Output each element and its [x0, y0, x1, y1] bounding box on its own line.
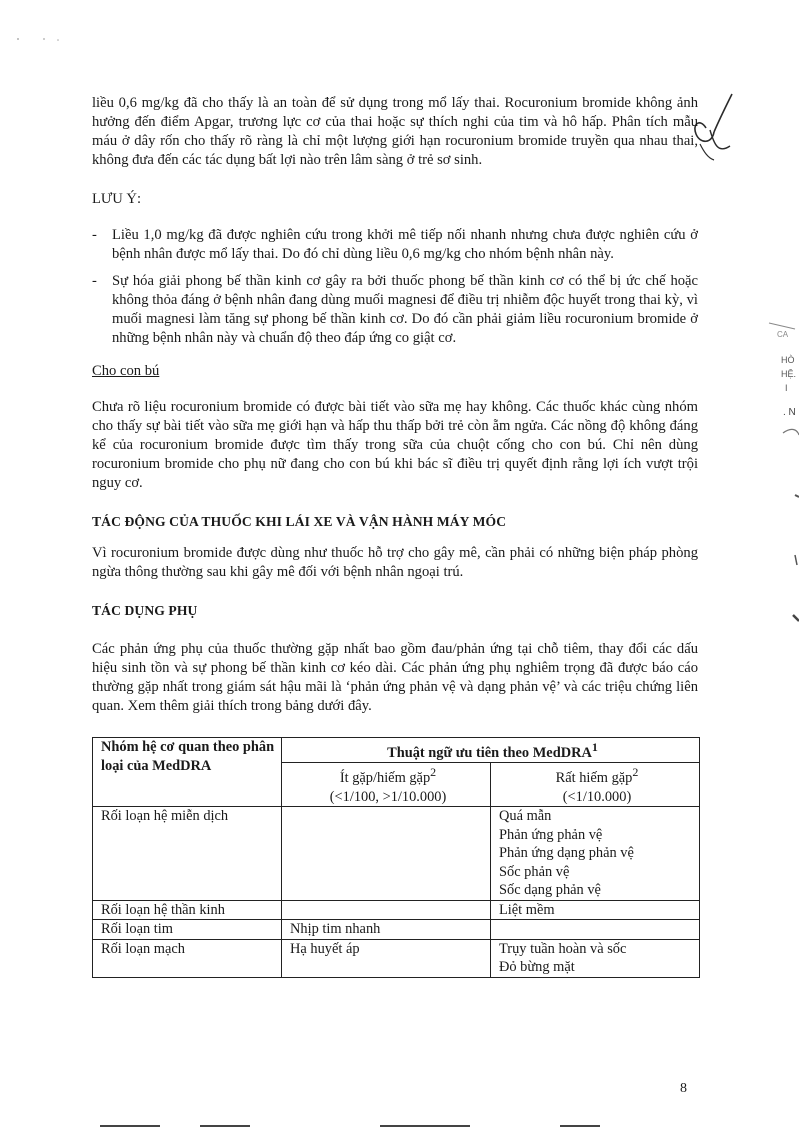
dash-bullet-icon: - — [92, 227, 97, 243]
svg-text:HỆ.: HỆ. — [781, 369, 797, 379]
svg-text:I: I — [785, 383, 788, 393]
term-item: Quá mẫn — [499, 808, 552, 825]
header-very-rare-range: (<1/10.000) — [562, 788, 632, 805]
page-number: 8 — [680, 1081, 687, 1096]
table-row — [93, 807, 700, 901]
header-preferred-term-text: Thuật ngữ ưu tiên theo MedDRA — [387, 744, 592, 761]
dash-bullet-icon: - — [92, 273, 97, 289]
header-uncommon-title-line — [290, 763, 486, 787]
note-text: Liều 1,0 mg/kg đã được nghiên cứu trong khởi mê tiếp nối nhanh nhưng chưa được nghiên cứu ở bệnh nhân được mổ lấy thai. Do đó chỉ dùng liều 0,6 mg/kg cho nhóm bệnh nhân này. — [112, 227, 698, 262]
margin-stamp-fragments — [755, 315, 799, 645]
intro-paragraph: liều 0,6 mg/kg đã cho thấy là an toàn để sử dụng trong mổ lấy thai. Rocuronium bromide không ảnh hưởng đến điểm Apgar, trương lực cơ của thai hoặc sự thích nghi của tim và hô hấp. Phân tích mẫu máu ở dây rốn cho thấy rõ ràng là chỉ một lượng giới hạn rocuronium bromide truyền qua nhau thai, không đưa đến các tác dụng bất lợi nào trên lâm sàng ở trẻ sơ sinh. — [92, 95, 698, 168]
uncommon-cell — [282, 900, 491, 920]
notes-list-wrap — [92, 226, 698, 348]
scan-edge-marks — [0, 1122, 799, 1129]
term-item: Phản ứng dạng phản vệ — [499, 845, 634, 862]
organ-class-cell: Rối loạn hệ thần kinh — [93, 900, 282, 920]
breastfeeding-paragraph: Chưa rõ liệu rocuronium bromide có được bài tiết vào sữa mẹ hay không. Các thuốc khác cùng nhóm cho thấy sự bài tiết vào sữa mẹ giới hạn và hấp thu thấp bởi trẻ còn ẵm ngửa. Các nồng độ không đáng kể của rocuronium bromide được tìm thấy trong sữa của chuột cống cho con bú. Chỉ nên dùng rocuronium bromide cho phụ nữ đang cho con bú khi bác sĩ điều trị quyết định rằng lợi ích vượt trội nguy cơ. — [92, 399, 698, 491]
very-rare-cell — [491, 900, 700, 920]
term-item: Sốc dạng phản vệ — [499, 882, 601, 899]
organ-class-cell: Rối loạn hệ miễn dịch — [93, 807, 282, 901]
footnote-marker: 1 — [591, 740, 598, 754]
term-item: Phản ứng phản vệ — [499, 826, 603, 843]
note-item — [92, 272, 698, 348]
note-text: Sự hóa giải phong bế thần kinh cơ gây ra bởi thuốc phong bế thần kinh cơ có thể bị ức chế hoặc không thỏa đáng ở bệnh nhân đang dùng muối magnesi để điều trị nhiễm độc huyết trong thai kỳ, vì muối magnesi làm tăng sự phong bế thần kinh cơ. Do đó cần phải giảm liều rocuronium bromide ở những bệnh nhân này và chuẩn độ theo đáp ứng co giật cơ. — [112, 273, 698, 346]
table-row — [93, 900, 700, 920]
table-row — [93, 939, 700, 977]
side-effects-heading: TÁC DỤNG PHỤ — [92, 603, 198, 618]
side-effects-paragraph: Các phản ứng phụ của thuốc thường gặp nhất bao gồm đau/phản ứng tại chỗ tiêm, thay đổi các dấu hiệu sinh tồn và sự phong bế thần kinh cơ kéo dài. Các phản ứng phụ nghiêm trọng đã được báo cáo thường gặp nhất trong giám sát hậu mãi là ‘phản ứng phản vệ và dạng phản vệ’ và các triệu chứng liên quan. Xem thêm giải thích trong bảng dưới đây. — [92, 641, 698, 714]
svg-text:CA: CA — [777, 330, 789, 339]
very-rare-cell — [491, 807, 700, 901]
header-very-rare-title-line — [499, 763, 695, 787]
table-header-row — [93, 738, 700, 763]
footnote-marker: 2 — [632, 765, 639, 780]
document-body — [92, 94, 698, 978]
header-preferred-term — [282, 738, 700, 763]
driving-paragraph: Vì rocuronium bromide được dùng như thuốc hỗ trợ cho gây mê, cần phải có những biện pháp phòng ngừa thông thường sau khi gây mê đối với bệnh nhân ngoại trú. — [92, 545, 698, 580]
term-item: Nhịp tim nhanh — [290, 921, 381, 938]
term-item: Đỏ bừng mặt — [499, 959, 575, 976]
header-very-rare-title: Rất hiếm gặp — [555, 770, 633, 787]
scan-speck-marks — [14, 34, 64, 44]
uncommon-cell — [282, 939, 491, 977]
driving-heading: TÁC ĐỘNG CỦA THUỐC KHI LÁI XE VÀ VẬN HÀNH MÁY MÓC — [92, 514, 507, 529]
header-very-rare — [491, 763, 700, 807]
header-organ-class: Nhóm hệ cơ quan theo phân loại của MedDRA — [93, 738, 282, 807]
header-uncommon-range: (<1/100, >1/10.000) — [329, 788, 447, 805]
adverse-reactions-table — [92, 737, 700, 978]
term-item: Liệt mềm — [499, 901, 555, 918]
very-rare-cell — [491, 939, 700, 977]
header-uncommon-title: Ít gặp/hiếm gặp — [339, 770, 431, 787]
uncommon-cell — [282, 920, 491, 940]
term-item: Trụy tuần hoàn và sốc — [499, 940, 627, 957]
uncommon-cell — [282, 807, 491, 901]
organ-class-cell: Rối loạn mạch — [93, 939, 282, 977]
table-row — [93, 920, 700, 940]
breastfeeding-heading: Cho con bú — [92, 363, 160, 379]
notes-list — [92, 226, 698, 348]
note-heading: LƯU Ý: — [92, 191, 142, 207]
term-item: Sốc phản vệ — [499, 863, 570, 880]
term-item: Hạ huyết áp — [290, 940, 360, 957]
very-rare-cell — [491, 920, 700, 940]
footnote-marker: 2 — [430, 765, 437, 780]
note-item — [92, 226, 698, 264]
svg-text:HÒ: HÒ — [781, 355, 795, 365]
header-uncommon — [282, 763, 491, 807]
svg-text:. N: . N — [783, 407, 796, 418]
organ-class-cell: Rối loạn tim — [93, 920, 282, 940]
